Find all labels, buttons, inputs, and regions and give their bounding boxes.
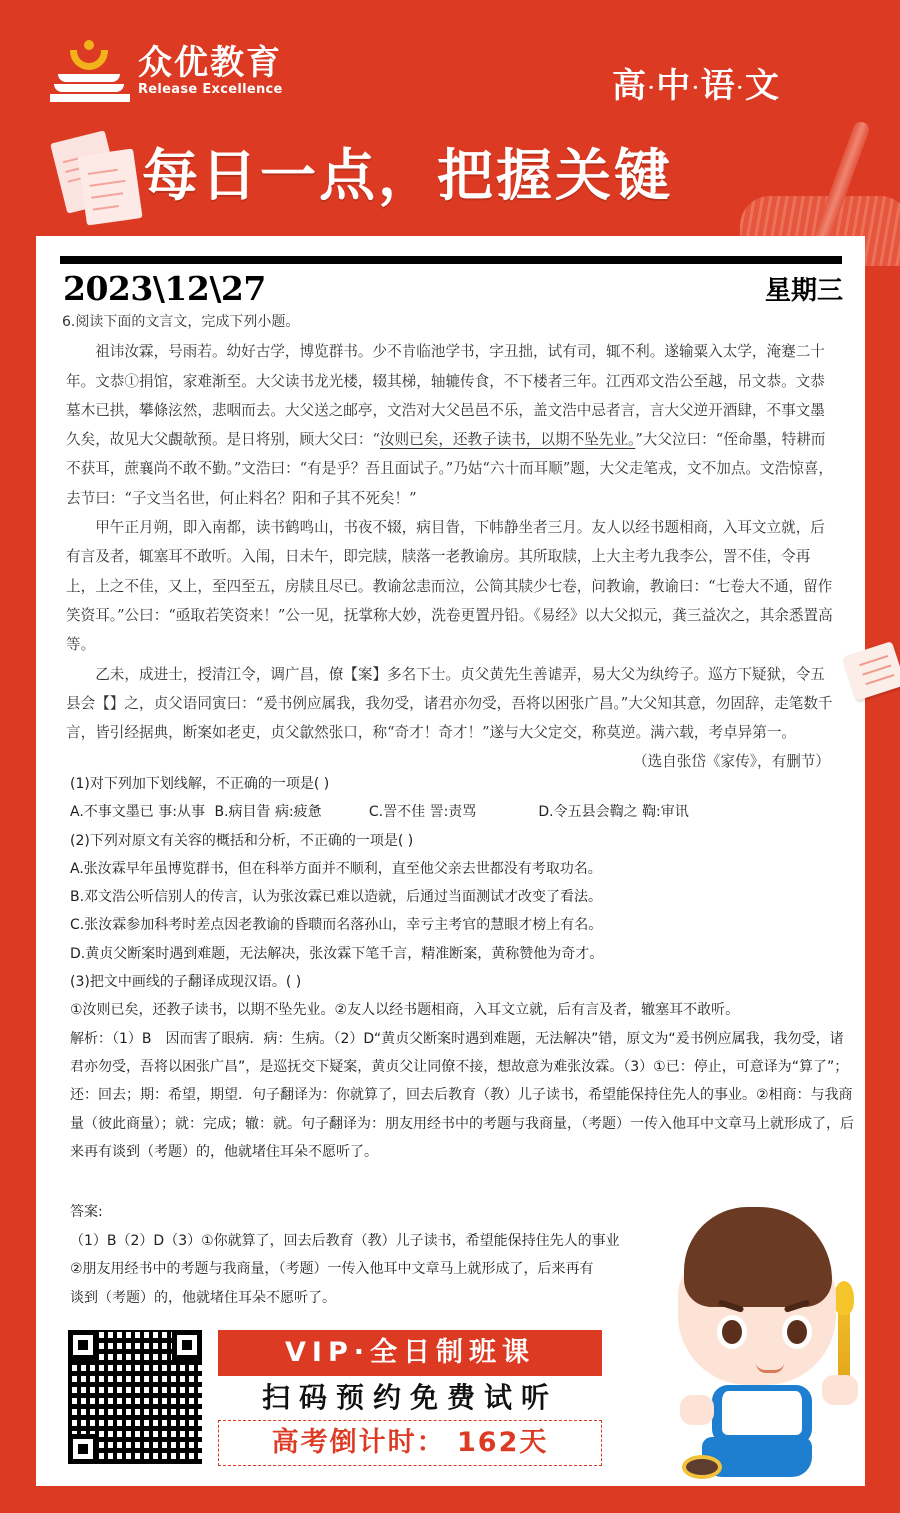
question-1-options [70, 798, 855, 826]
paintbrush-icon [838, 1289, 850, 1389]
question-heading: 6.阅读下面的文言文，完成下列小题。 [62, 314, 300, 330]
passage-source: （选自张岱《家传》，有删节） [632, 753, 830, 771]
logo-mark-icon [50, 36, 130, 106]
student-mascot-icon [672, 1205, 867, 1490]
question-1: (1)对下列加下划线解，不正确的一项是( ) [70, 776, 330, 792]
q1-option-b: B.病目眚 病:疲惫 [214, 804, 322, 821]
countdown-label: 高考倒计时： [271, 1427, 446, 1458]
countdown-days: 162天 [457, 1427, 549, 1458]
subject-title: 高·中·语·文 [612, 66, 781, 106]
vip-course-banner[interactable]: VIP·全日制班课 [218, 1330, 602, 1376]
q2-option-a: A.张汝霖早年虽博览群书，但在科举方面并不顺利，直至他父亲去世都没有考取功名。 [70, 860, 602, 877]
q2-option-d: D.黄贞父断案时遇到难题，无法解决，张汝霖下笔千言，精准断案，黄称赞他为奇才。 [70, 945, 604, 962]
qr-code[interactable] [68, 1330, 202, 1464]
question-2: (2)下列对原文有关容的概括和分析，不正确的一项是( ) [70, 832, 414, 849]
question-3-sentences: ①汝则已矣，还教子读书，以期不坠先业。②友人以经书题相商，入耳文立就，后有言及者，辙塞耳不敢听。 [70, 1002, 740, 1019]
classical-passage [62, 308, 836, 777]
free-trial-cta: 扫码预约免费试听 [261, 1381, 558, 1414]
brand-logo [50, 36, 283, 106]
q2-option-c: C.张汝霖参加科考时差点因老教谕的昏聩而名落孙山，幸亏主考官的慧眼才榜上有名。 [70, 917, 603, 934]
slogan-heading: 每日一点，把握关键 [142, 144, 673, 209]
date-label: 2023\12\27 [63, 269, 266, 308]
papers-illustration-icon [58, 130, 148, 230]
header-rule [60, 256, 842, 264]
passage-paragraph-1: 祖讳汝霖，号雨若。幼好古学，博览群书。少不肯临池学书，字丑拙，试有司，辄不利。遂输粟入太学，淹蹇二十年。文恭①捐馆，家难渐至。大父读书龙光楼，辍其梯，轴辘传食，不下楼者三年。江西邓文浩公至越，吊文恭。文恭墓木已拱，攀條泫然，悲咽而去。大父送之邮亭，文浩对大父邑邑不乐，盖文浩中忌者言，言大父逆开酒肆，不事文墨久矣，故见大父覰欹预。是日将别，顾大父曰：“汝则已矣，还教子读书，以期不坠先业。”大父泣曰：“侄命墨，特耕而不获耳，蔗襄尚不敢不勤。”文浩曰：“有是乎？吾且面试子。”乃姑“六十而耳顺”题，大父走笔戎，文不加点。文浩惊喜，去节曰：“子文当名世，何止料名？阳和子其不死矣！” [66, 343, 833, 507]
answer-line-3: 谈到（考题）的，他就堵住耳朵不愿听了。 [70, 1289, 336, 1306]
q1-option-a: A.不事文墨已 事:从事 [70, 804, 205, 821]
brand-name-en: Release Excellence [138, 82, 283, 97]
passage-paragraph-3: 乙未，成进士，授清江令，调广昌，僚【案】多名下士。贞父黄先生善谑弄，易大父为纨绔子。巡方下疑狱，令五县会【】之，贞父语同寅曰：“爰书例应属我，我勿受，诸君亦勿受，吾将以困张广昌。”大父知其意，勿固辞，走笔数千言，皆引经据典，断案如老吏，贞父歙然张口，称“奇才！奇才！”遂与大父定交，称莫逆。满六载，考卓异第一。 [66, 665, 833, 742]
answer-label: 答案: [70, 1204, 103, 1220]
answer-section [70, 1198, 710, 1312]
underlined-sentence-1: 汝则已矣，还教子读书，以期不坠先业。 [379, 431, 636, 449]
q1-option-c: C.詈不佳 詈:责骂 [368, 804, 477, 821]
answer-line-2: ②朋友用经书中的考题与我商量，（考题）一传入他耳中文章马上就形成了，后来再有 [70, 1261, 594, 1277]
q1-option-d: D.令五县会鞫之 鞫:审讯 [538, 804, 689, 821]
brand-name-cn: 众优教育 [138, 43, 282, 83]
analysis-text: 解析：（1）B 因而害了眼病．病：生病。（2）D“黄贞父断案时遇到难题，无法解决”错，原文为“爰书例应属我，我勿受，诸君亦勿受，吾将以困张广昌”，是巡抚交下疑案，黄贞父让同僚不接，想故意为难张汝霖。（3）①已：停止，可意译为“算了”；还：回去；期：希望，期望．句子翻译为：你就算了，回去后教育（教）儿子读书，希望能保持住先人的事业。②相商：与我商量（彼此商量）；就：完成；辙：就。句子翻译为：朋友用经书中的考题与我商量，（考题）一传入他耳中文章马上就形成了，后来再有谈到（考题）的，他就堵住耳朵不愿听了。 [70, 1030, 854, 1160]
q2-option-b: B.邓文浩公听信别人的传言，认为张汝霖已难以造就，后通过当面测试才改变了看法。 [70, 889, 603, 906]
answer-line-1: （1）B（2）D（3）①你就算了，回去后教育（教）儿子读书，希望能保持住先人的事业 [70, 1232, 620, 1249]
exam-countdown [218, 1420, 602, 1466]
question-3: (3)把文中画线的子翻译成现汉语。( ) [70, 974, 302, 991]
questions-section [70, 770, 855, 1166]
passage-paragraph-2: 甲午正月朔，即入南都，读书鹤鸣山，书夜不辍，病目眚，下帏静坐者三月。友人以经书题相商，入耳文立就，后有言及者，辄塞耳不敢听。入闱，日未午，即完牍，牍落一老教谕房。其所取牍，上大主考九我李公，詈不佳，令再上，上之不佳，又上，至四至五，房牍且尽已。教谕忿恚而泣，公简其牍少七卷，问教谕，教谕曰：“七卷大不通，留作笑资耳。”公曰：“亟取若笑资来！”公一见，抚掌称大妙，洗卷更置丹铅。《易经》以大父拟元，龚三益次之，其余悉置高等。 [66, 519, 833, 654]
weekday-label: 星期三 [764, 276, 843, 306]
